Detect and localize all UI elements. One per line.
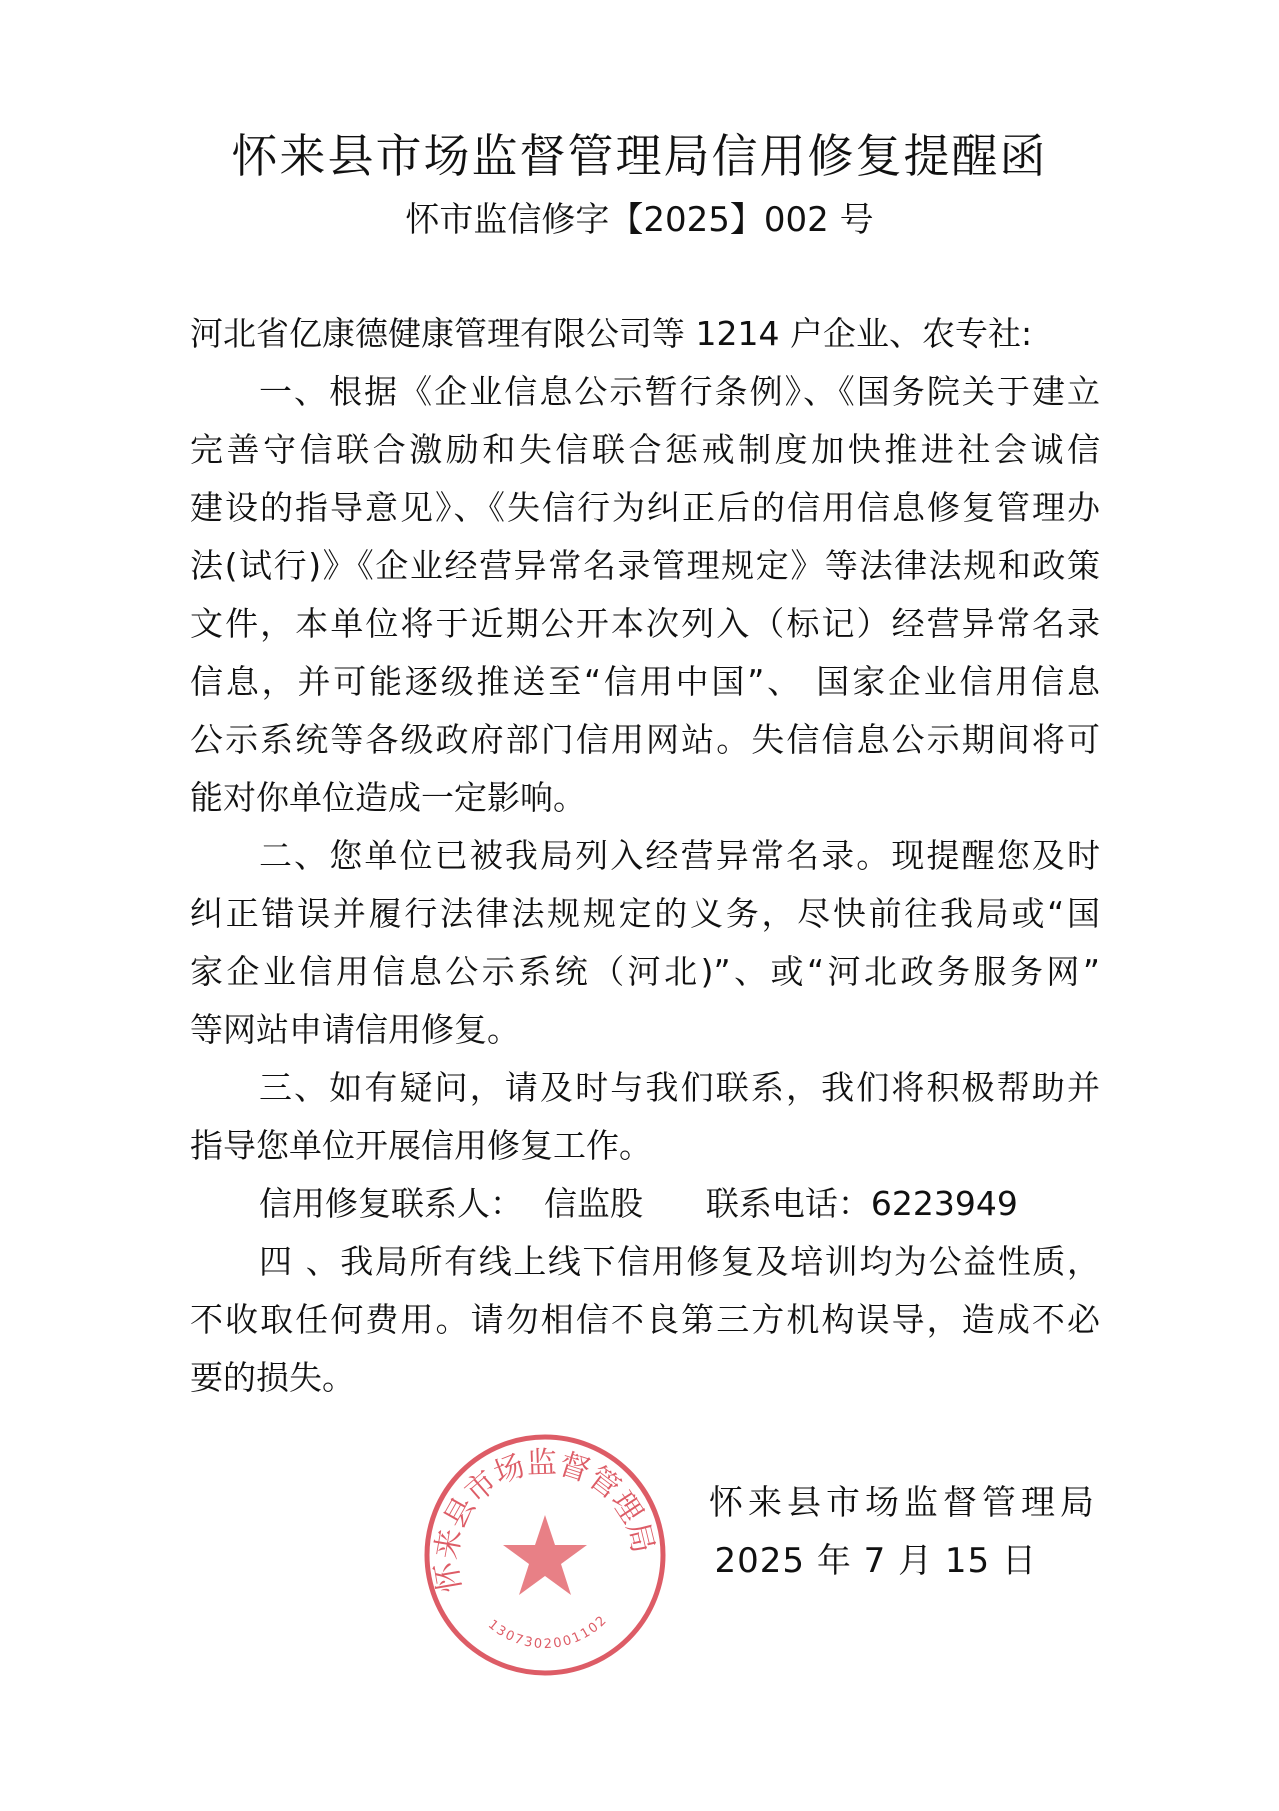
salutation: 河北省亿康德健康管理有限公司等 1214 户企业、农专社: (190, 314, 1033, 353)
paragraph-3-line: 三、如有疑问，请及时与我们联系，我们将积极帮助并 (259, 1068, 1100, 1107)
issue-date: 2025 年 7 月 15 日 (714, 1541, 1037, 1581)
paragraph-1-line: 法(试行)》《企业经营异常名录管理规定》等法律法规和政策 (190, 546, 1100, 585)
contact-line: 信用修复联系人： 信监股 联系电话：6223949 (259, 1184, 1018, 1223)
seal-text: 怀来县市场监督管理局 (429, 1445, 661, 1595)
document-title: 怀来县市场监督管理局信用修复提醒函 (231, 129, 1048, 183)
paragraph-1-line: 建设的指导意见》、《失信行为纠正后的信用信息修复管理办 (190, 488, 1100, 527)
paragraph-1-line: 文件，本单位将于近期公开本次列入（标记）经营异常名录 (190, 604, 1100, 643)
paragraph-2-line: 二、您单位已被我局列入经营异常名录。现提醒您及时 (259, 836, 1100, 875)
paragraph-2-line: 纠正错误并履行法律法规规定的义务，尽快前往我局或“国 (190, 894, 1100, 933)
paragraph-4-line: 要的损失。 (190, 1358, 355, 1397)
paragraph-1-line: 完善守信联合激励和失信联合惩戒制度加快推进社会诚信 (190, 430, 1100, 469)
paragraph-1-line: 公示系统等各级政府部门信用网站。失信信息公示期间将可 (190, 720, 1100, 759)
svg-text:1307302001102 (485, 1612, 611, 1652)
paragraph-2-line: 等网站申请信用修复。 (190, 1010, 520, 1049)
paragraph-2-line: 家企业信用信息公示系统（河北)”、或“河北政务服务网” (190, 952, 1100, 991)
paragraph-1-line: 信息，并可能逐级推送至“信用中国”、 国家企业信用信息 (190, 662, 1100, 701)
paragraph-1-line: 一、根据《企业信息公示暂行条例》、《国务院关于建立 (259, 372, 1100, 411)
seal-code: 1307302001102 (484, 1612, 611, 1653)
paragraph-4-line: 不收取任何费用。请勿相信不良第三方机构误导，造成不必 (190, 1300, 1100, 1339)
paragraph-3-line: 指导您单位开展信用修复工作。 (190, 1126, 652, 1165)
paragraph-1-line: 能对你单位造成一定影响。 (190, 778, 586, 817)
official-seal (420, 1430, 670, 1680)
issuer-signature: 怀来县市场监督管理局 (709, 1483, 1099, 1523)
seal-star-icon (503, 1515, 587, 1595)
paragraph-4-line: 四 、我局所有线上线下信用修复及培训均为公益性质， (259, 1242, 1100, 1281)
document-number: 怀市监信修字【2025】002 号 (405, 200, 874, 240)
